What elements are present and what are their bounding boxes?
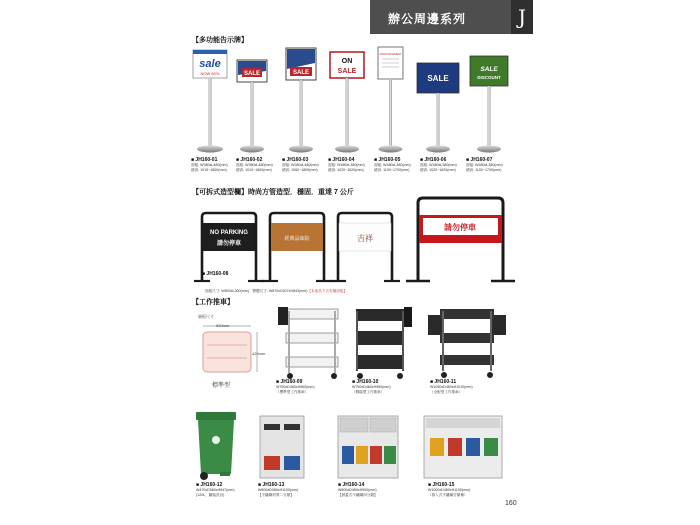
sign-stand-caption-05: [374, 157, 411, 173]
bin-stainless-four-flip: [338, 416, 398, 478]
chapter-tab-letter: J: [511, 0, 533, 34]
product-spec: （推入式不鏽鋼分類桶）: [428, 493, 468, 497]
product-spec: W800xD450xH900(mm): [338, 488, 377, 492]
sign-stand-03: [286, 48, 316, 153]
sign-text-discount: DISCOUNT: [477, 75, 501, 80]
sign-stand-07: [470, 56, 508, 153]
bin-stainless-two: [260, 416, 304, 478]
barrier-text-chinese: 請勿停車: [216, 241, 242, 247]
sign-text-sale: sale: [199, 58, 221, 70]
product-spec: 總高: 1020~1620(mm): [420, 168, 456, 172]
bin-caption-14: [338, 482, 378, 498]
product-spec: 面板: W380xL480(mm): [191, 163, 228, 167]
product-spec: 面板: W480xL380(mm): [374, 163, 411, 167]
product-spec: (120L，腳踏設計): [196, 493, 225, 497]
product-code: ■ JH160-09: [276, 379, 303, 385]
product-code: ■ JH160-06: [420, 157, 447, 163]
product-spec: 面板: W480xL380(mm): [328, 163, 365, 167]
cart-full-config: [428, 309, 506, 378]
bin-green-wheelie: [196, 412, 236, 480]
barrier-text-restaurant: 經典品味院: [284, 236, 310, 242]
product-code: ■ JH160-08: [202, 271, 229, 277]
sign-stand-02: [237, 60, 267, 153]
cart-caption-11: [430, 379, 473, 395]
sign-stand-05: [378, 47, 403, 153]
product-spec: W750xD460xH960(mm): [276, 385, 315, 389]
sign-text-sale-3: SALE: [292, 70, 310, 76]
bin-stainless-push: [424, 416, 502, 478]
page-number: 160: [505, 500, 517, 507]
barrier-white-panel: [330, 213, 400, 281]
product-spec: W750xD460xH960(mm): [352, 385, 391, 389]
product-spec: 面板: W380xL480(mm): [236, 163, 273, 167]
product-spec: 總高: 1015~1800(mm): [191, 168, 227, 172]
cart-caption-10: [352, 379, 391, 395]
product-code: ■ JH160-05: [374, 157, 401, 163]
sign-stand-caption-01: [191, 157, 228, 173]
sign-text-on: ON: [341, 58, 353, 65]
sign-text-sale-6: SALE: [427, 74, 449, 83]
product-spec: 面板: W480xL380(mm): [466, 163, 503, 167]
product-spec: 總高: 1010~1800(mm): [236, 168, 272, 172]
sign-text-sale-7: SALE: [480, 66, 498, 73]
recycling-bins-illustration: [190, 410, 510, 482]
product-code: ■ JH160-07: [466, 157, 493, 163]
shelf-width-label: 530mm: [216, 323, 230, 328]
product-spec: W470xD560xH947(mm): [196, 488, 235, 492]
product-note: 【本產品不含布圖面板】: [307, 289, 347, 293]
sign-stand-caption-03: [282, 157, 319, 173]
sign-text-sale-2: SALE: [243, 71, 261, 77]
product-code: ■ JH160-12: [196, 482, 223, 488]
barriers-illustration: [190, 195, 520, 287]
sign-stand-06: [417, 63, 459, 153]
barrier-red-large: [406, 198, 515, 281]
product-code: ■ JH160-02: [236, 157, 263, 163]
cart-standard: [278, 307, 338, 379]
product-code: ■ JH160-10: [352, 379, 379, 385]
sign-stand-caption-02: [236, 157, 273, 173]
section-title-work-carts: 【工作推車】: [192, 299, 234, 306]
product-code: ■ JH160-14: [338, 482, 365, 488]
series-header: [370, 0, 533, 34]
barrier-caption: [202, 271, 228, 277]
bin-caption-13: [258, 482, 298, 498]
product-code: ■ JH160-15: [428, 482, 455, 488]
section-title-sign-stands: 【多功能告示牌】: [192, 37, 248, 44]
barrier-spec-row: [205, 279, 347, 297]
product-spec: 面板: W380xL480(mm): [282, 163, 319, 167]
cart-side-guard: [356, 307, 412, 379]
sign-stands-illustration: [185, 45, 525, 157]
sign-text-now: NOW 60%: [200, 71, 220, 76]
shelf-depth-label: 424mm: [252, 351, 266, 356]
product-code: ■ JH160-13: [258, 482, 285, 488]
product-spec: 總高: 1100~1700(mm): [466, 168, 502, 172]
product-spec: 面板: W480xL380(mm): [420, 163, 457, 167]
product-spec: 總高: 1100~1700(mm): [374, 168, 410, 172]
section-title-main: 【可拆式造型欄: [192, 189, 241, 196]
work-carts-illustration: [268, 303, 508, 383]
product-code: ■ JH160-11: [430, 379, 457, 385]
product-code: ■ JH160-04: [328, 157, 355, 163]
product-spec: 【掀蓋式不鏽鋼四分類】: [338, 493, 378, 497]
product-code: ■ JH160-03: [282, 157, 309, 163]
section-title-suffix: 】時尚方管造型．穩固．重達 7 公斤: [241, 189, 354, 196]
product-spec: W1090xD460xH1010(mm): [430, 385, 473, 389]
sign-stand-caption-07: [466, 157, 503, 173]
product-spec: 總高: 1020~1620(mm): [328, 168, 364, 172]
barrier-text-no-parking-red: 請勿停車: [444, 223, 476, 232]
product-code: ■ JH160-01: [191, 157, 218, 163]
series-title: 辦公周邊系列: [388, 12, 467, 26]
bin-caption-15: [428, 482, 470, 498]
sign-stand-caption-04: [328, 157, 365, 173]
product-spec: 總高: 1060~1800(mm): [282, 168, 318, 172]
product-spec: W1000xD450xH1100(mm): [428, 488, 471, 492]
product-spec: （側擋型工作推車）: [352, 390, 385, 394]
product-spec: （全配型工作推車）: [430, 390, 463, 394]
sign-text-announcement: ANNOUNCEMENT: [379, 53, 402, 56]
cart-caption-09: [276, 379, 315, 395]
shelf-size-title: 層板尺寸: [198, 314, 214, 319]
barrier-text-no-parking: NO PARKING: [210, 230, 248, 236]
product-spec: 【不鏽鋼材質二分類】: [258, 493, 294, 497]
sign-stand-01: [193, 50, 227, 153]
barrier-text-auspicious: 吉祥: [357, 234, 373, 243]
product-spec: （標準型工作推車）: [276, 390, 309, 394]
bin-caption-12: [196, 482, 235, 498]
product-spec: 面板尺寸: W800xL300(mm) 整體尺寸: W870xD407xH843(mm): [205, 289, 308, 293]
barrier-brown-panel: [262, 213, 332, 281]
sign-stand-04: [330, 52, 364, 153]
product-spec: W600xD380xH1100(mm): [258, 488, 299, 492]
sign-text-sale-4: SALE: [337, 68, 357, 75]
sign-stand-caption-06: [420, 157, 457, 173]
shelf-type-label: 標準型: [212, 383, 231, 389]
